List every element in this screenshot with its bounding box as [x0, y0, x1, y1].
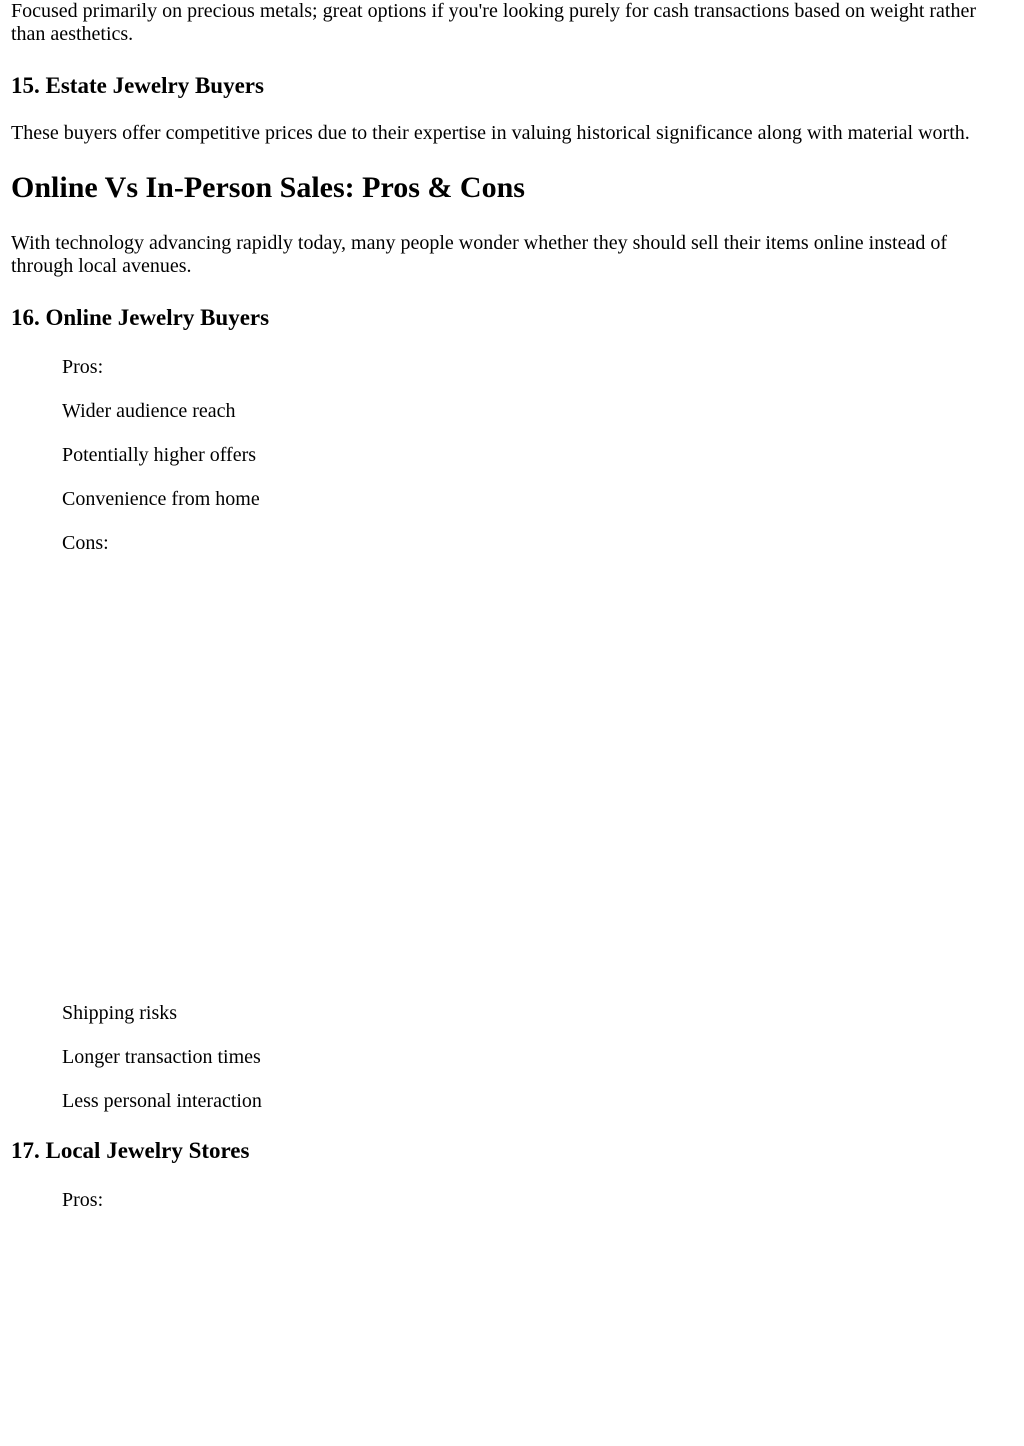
- section-15-heading: 15. Estate Jewelry Buyers: [11, 73, 264, 98]
- section-17-heading: 17. Local Jewelry Stores: [11, 1138, 250, 1163]
- intro-paragraph: Focused primarily on precious metals; great options if you're looking purely for cash transactions based on weight rather than aesthetics.: [11, 0, 977, 45]
- online-vs-inperson-paragraph: With technology advancing rapidly today, many people wonder whether they should sell their items online instead of through local avenues.: [11, 232, 947, 277]
- section-16-pro-item: Convenience from home: [62, 488, 260, 510]
- online-vs-inperson-heading: Online Vs In-Person Sales: Pros & Cons: [11, 171, 525, 204]
- section-16-pro-item: Wider audience reach: [62, 400, 236, 422]
- section-15-paragraph: These buyers offer competitive prices due to their expertise in valuing historical significance along with material worth.: [11, 122, 970, 144]
- section-16-con-item: Shipping risks: [62, 1002, 178, 1024]
- section-16-con-item: Less personal interaction: [62, 1090, 262, 1112]
- section-16-pro-item: Potentially higher offers: [62, 444, 257, 466]
- section-16-con-item: Longer transaction times: [62, 1046, 261, 1068]
- section-16-cons-label: Cons:: [62, 532, 109, 554]
- section-16-pros-label: Pros:: [62, 356, 104, 378]
- section-16-heading: 16. Online Jewelry Buyers: [11, 305, 270, 330]
- section-17-pros-label: Pros:: [62, 1189, 104, 1211]
